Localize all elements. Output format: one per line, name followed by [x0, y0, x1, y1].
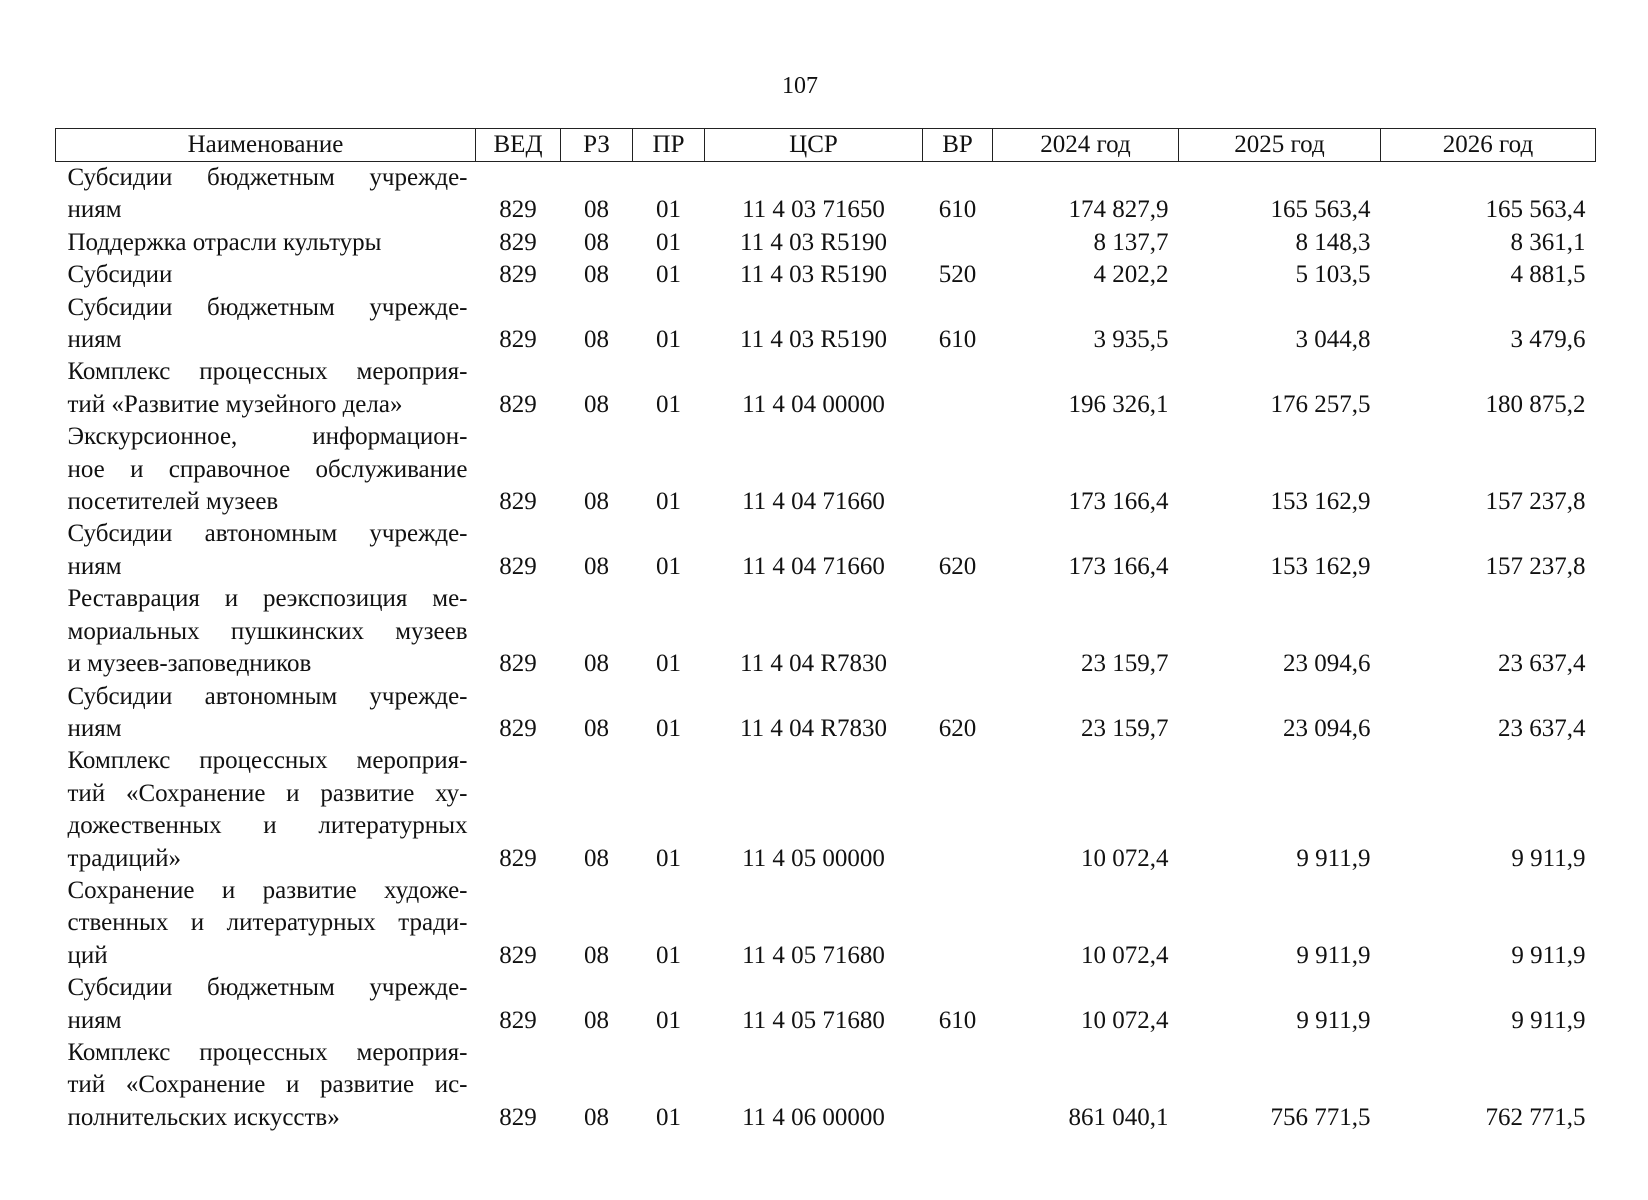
- cell-2024: 4 202,2: [1093, 261, 1169, 289]
- name-line: ное и справочное обслуживание: [67, 455, 468, 483]
- cell-2024: 3 935,5: [1093, 326, 1169, 354]
- cell-2026: 8 361,1: [1510, 228, 1586, 256]
- cell-2026: 762 771,5: [1485, 1103, 1586, 1131]
- name-line: Реставрация и реэкспозиция ме-: [67, 585, 468, 613]
- cell-ved: 829: [499, 488, 537, 516]
- cell-2024: 10 072,4: [1081, 1006, 1169, 1034]
- header-pr: ПР: [633, 129, 705, 162]
- cell-2026: 9 911,9: [1511, 1006, 1586, 1034]
- cell-vr: 610: [938, 196, 977, 224]
- cell-csr: 11 4 04 71660: [742, 552, 885, 580]
- name-line: тий «Развитие музейного дела»: [67, 390, 403, 418]
- table-row: [56, 745, 1596, 875]
- cell-name: [56, 1037, 476, 1134]
- name-line: Субсидии бюджетным учрежде-: [67, 974, 468, 1002]
- name-line: посетителей музеев: [67, 488, 279, 516]
- name-line: полнительских искусств»: [67, 1103, 340, 1131]
- name-line: ственных и литературных тради-: [67, 909, 468, 937]
- table-row: [56, 162, 1596, 227]
- cell-vr: 610: [938, 326, 977, 354]
- cell-2025: 165 563,4: [1270, 196, 1371, 224]
- cell-2026: 23 637,4: [1498, 714, 1586, 742]
- cell-2025: 176 257,5: [1270, 390, 1371, 418]
- name-line: Субсидии бюджетным учрежде-: [67, 164, 468, 191]
- table-body: [56, 162, 1596, 1135]
- cell-2025: 8 148,3: [1295, 228, 1371, 256]
- name-line: Субсидии бюджетным учрежде-: [67, 293, 468, 321]
- cell-vr: [923, 356, 993, 421]
- name-line: Сохранение и развитие художе-: [67, 876, 468, 904]
- name-line: традиций»: [67, 844, 182, 872]
- name-line: ций: [67, 941, 108, 969]
- cell-ved: 829: [499, 390, 537, 418]
- cell-2024: 861 040,1: [1068, 1103, 1169, 1131]
- cell-name: [56, 227, 476, 259]
- header-2024: 2024 год: [993, 129, 1179, 162]
- cell-vr: 620: [938, 714, 977, 742]
- cell-pr: 01: [656, 552, 681, 580]
- name-line: Экскурсионное, информацион-: [67, 423, 468, 451]
- cell-name: [56, 259, 476, 291]
- cell-rz: 08: [584, 1006, 609, 1034]
- table-row: [56, 227, 1596, 259]
- cell-vr: 520: [938, 261, 977, 289]
- header-2026: 2026 год: [1381, 129, 1596, 162]
- cell-ved: 829: [499, 650, 537, 678]
- cell-2025: 153 162,9: [1270, 488, 1371, 516]
- table-row: [56, 292, 1596, 357]
- header-rz: РЗ: [561, 129, 633, 162]
- cell-2025: 756 771,5: [1270, 1103, 1371, 1131]
- table-row: [56, 518, 1596, 583]
- name-line: тий «Сохранение и развитие ис-: [67, 1071, 468, 1099]
- cell-ved: 829: [499, 941, 537, 969]
- table-header: [56, 129, 1596, 162]
- name-line: Субсидии автономным учрежде-: [67, 520, 468, 548]
- cell-rz: 08: [584, 844, 609, 872]
- table-row: [56, 1037, 1596, 1134]
- cell-pr: 01: [656, 228, 681, 256]
- cell-name: [56, 292, 476, 357]
- table-row: [56, 681, 1596, 746]
- cell-csr: 11 4 05 00000: [742, 844, 885, 872]
- cell-2026: 157 237,8: [1485, 488, 1586, 516]
- cell-2025: 3 044,8: [1295, 326, 1371, 354]
- cell-ved: 829: [499, 714, 537, 742]
- cell-vr: [923, 745, 993, 875]
- page-number: 107: [782, 73, 818, 99]
- cell-ved: 829: [499, 1103, 537, 1131]
- cell-rz: 08: [584, 261, 609, 289]
- cell-rz: 08: [584, 650, 609, 678]
- cell-vr: [923, 1037, 993, 1134]
- table-row: [56, 421, 1596, 518]
- cell-rz: 08: [584, 228, 609, 256]
- cell-csr: 11 4 03 R5190: [740, 326, 887, 354]
- cell-csr: 11 4 06 00000: [742, 1103, 885, 1131]
- cell-2026: 157 237,8: [1485, 552, 1586, 580]
- name-line: Поддержка отрасли культуры: [67, 228, 382, 256]
- cell-pr: 01: [656, 650, 681, 678]
- cell-csr: 11 4 03 71650: [742, 196, 885, 224]
- cell-2024: 8 137,7: [1093, 228, 1169, 256]
- cell-name: [56, 162, 476, 227]
- budget-table-container: [55, 128, 1595, 1134]
- table-row: [56, 972, 1596, 1037]
- cell-pr: 01: [656, 1006, 681, 1034]
- header-2025: 2025 год: [1179, 129, 1381, 162]
- name-line: Комплекс процессных мероприя-: [67, 747, 468, 775]
- cell-2024: 196 326,1: [1068, 390, 1169, 418]
- table-row: [56, 259, 1596, 291]
- cell-2026: 165 563,4: [1485, 196, 1586, 224]
- cell-2026: 4 881,5: [1510, 261, 1586, 289]
- cell-rz: 08: [584, 196, 609, 224]
- cell-2024: 174 827,9: [1068, 196, 1169, 224]
- cell-ved: 829: [499, 228, 537, 256]
- cell-rz: 08: [584, 326, 609, 354]
- header-name: Наименование: [56, 129, 476, 162]
- cell-ved: 829: [499, 196, 537, 224]
- name-line: дожественных и литературных: [67, 812, 468, 840]
- cell-pr: 01: [656, 196, 681, 224]
- cell-vr: 620: [938, 552, 977, 580]
- header-csr: ЦСР: [705, 129, 923, 162]
- name-line: ниям: [67, 552, 122, 580]
- cell-csr: 11 4 04 00000: [742, 390, 885, 418]
- cell-name: [56, 421, 476, 518]
- cell-pr: 01: [656, 326, 681, 354]
- cell-2026: 180 875,2: [1485, 390, 1586, 418]
- budget-table: [55, 128, 1596, 1134]
- cell-rz: 08: [584, 488, 609, 516]
- cell-2025: 9 911,9: [1296, 941, 1371, 969]
- name-line: Субсидии автономным учрежде-: [67, 682, 468, 710]
- cell-2025: 9 911,9: [1296, 844, 1371, 872]
- cell-name: [56, 518, 476, 583]
- cell-rz: 08: [584, 552, 609, 580]
- cell-2025: 23 094,6: [1283, 650, 1371, 678]
- name-line: мориальных пушкинских музеев: [67, 617, 468, 645]
- cell-vr: 610: [938, 1006, 977, 1034]
- cell-vr: [923, 583, 993, 680]
- cell-2026: 9 911,9: [1511, 941, 1586, 969]
- cell-pr: 01: [656, 844, 681, 872]
- cell-rz: 08: [584, 714, 609, 742]
- name-line: тий «Сохранение и развитие ху-: [67, 779, 468, 807]
- cell-2024: 23 159,7: [1081, 714, 1169, 742]
- cell-ved: 829: [499, 552, 537, 580]
- cell-ved: 829: [499, 326, 537, 354]
- table-row: [56, 875, 1596, 972]
- cell-2024: 23 159,7: [1081, 650, 1169, 678]
- header-row: [56, 129, 1596, 162]
- table-row: [56, 583, 1596, 680]
- cell-2025: 9 911,9: [1296, 1006, 1371, 1034]
- cell-csr: 11 4 05 71680: [742, 941, 885, 969]
- cell-2024: 10 072,4: [1081, 941, 1169, 969]
- cell-name: [56, 745, 476, 875]
- table-row: [56, 356, 1596, 421]
- cell-rz: 08: [584, 1103, 609, 1131]
- cell-vr: [923, 421, 993, 518]
- cell-csr: 11 4 04 R7830: [740, 650, 887, 678]
- cell-vr: [923, 227, 993, 259]
- cell-2025: 153 162,9: [1270, 552, 1371, 580]
- cell-name: [56, 972, 476, 1037]
- cell-rz: 08: [584, 390, 609, 418]
- cell-2024: 173 166,4: [1068, 552, 1169, 580]
- name-line: и музеев-заповедников: [67, 650, 312, 678]
- cell-name: [56, 356, 476, 421]
- cell-ved: 829: [499, 844, 537, 872]
- name-line: Субсидии: [67, 261, 173, 289]
- cell-pr: 01: [656, 941, 681, 969]
- name-line: Комплекс процессных мероприя-: [67, 358, 468, 386]
- header-vr: ВР: [923, 129, 993, 162]
- cell-csr: 11 4 03 R5190: [740, 261, 887, 289]
- cell-vr: [923, 875, 993, 972]
- cell-ved: 829: [499, 261, 537, 289]
- cell-2024: 173 166,4: [1068, 488, 1169, 516]
- name-line: ниям: [67, 714, 122, 742]
- cell-pr: 01: [656, 390, 681, 418]
- cell-name: [56, 583, 476, 680]
- cell-2026: 23 637,4: [1498, 650, 1586, 678]
- cell-pr: 01: [656, 714, 681, 742]
- cell-name: [56, 875, 476, 972]
- cell-rz: 08: [584, 941, 609, 969]
- cell-name: [56, 681, 476, 746]
- cell-2025: 23 094,6: [1283, 714, 1371, 742]
- cell-pr: 01: [656, 261, 681, 289]
- cell-2025: 5 103,5: [1295, 261, 1371, 289]
- cell-csr: 11 4 04 71660: [742, 488, 885, 516]
- name-line: Комплекс процессных мероприя-: [67, 1038, 468, 1066]
- cell-2026: 9 911,9: [1511, 844, 1586, 872]
- cell-ved: 829: [499, 1006, 537, 1034]
- cell-csr: 11 4 05 71680: [742, 1006, 885, 1034]
- cell-2026: 3 479,6: [1510, 326, 1586, 354]
- cell-csr: 11 4 04 R7830: [740, 714, 887, 742]
- cell-2024: 10 072,4: [1081, 844, 1169, 872]
- name-line: ниям: [67, 326, 122, 354]
- name-line: ниям: [67, 1006, 122, 1034]
- cell-pr: 01: [656, 1103, 681, 1131]
- header-ved: ВЕД: [476, 129, 561, 162]
- cell-pr: 01: [656, 488, 681, 516]
- cell-csr: 11 4 03 R5190: [740, 228, 887, 256]
- name-line: ниям: [67, 196, 122, 224]
